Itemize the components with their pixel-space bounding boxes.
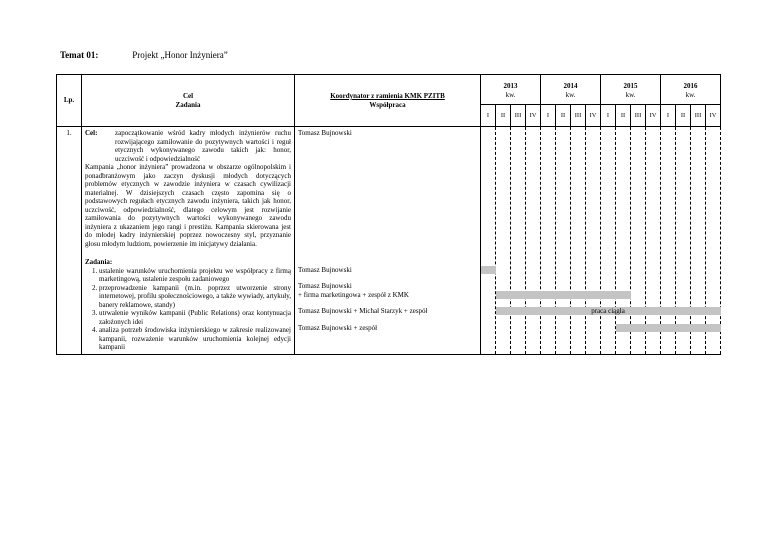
goal-statement (85, 129, 291, 163)
goal-text: zapoczątkowanie wśród kadry młodych inżynierów ruchu rozwijającego zamiłowanie do pozytywnych wartości i reguł etycznych wykonywanego zawodu takich jak: honor, uczciwość i odpowiedzialność (115, 129, 291, 163)
coordinator-task-3: Tomasz Bujnowski + Michał Starzyk + zespół (298, 307, 428, 315)
coordinator-header-line1: Koordynator z ramienia KMK PZITB (330, 92, 445, 100)
quarter-header: I (601, 105, 616, 127)
kw-label: kw. (565, 90, 576, 99)
timeline-cell (646, 127, 661, 355)
goal-header (82, 75, 295, 127)
timeline-cell (616, 127, 631, 355)
timeline-cell (526, 127, 541, 355)
gantt-bar (496, 291, 631, 299)
quarter-header: IV (586, 105, 601, 127)
goal-header-line1: Cel (182, 92, 194, 100)
timeline-cell (676, 127, 691, 355)
coordinator-header-line2: Współpraca (369, 100, 406, 109)
goal-header-line2: Zadania (175, 100, 201, 109)
timeline-cell (541, 127, 556, 355)
timeline-cell (511, 127, 526, 355)
gantt-bar-label: praca ciągła (591, 307, 625, 315)
quarter-header: IV (526, 105, 541, 127)
quarter-header: II (616, 105, 631, 127)
lp-header: Lp. (57, 75, 82, 127)
tasks-heading: Zadania: (85, 258, 113, 266)
kw-label: kw. (625, 90, 636, 99)
topic-title: Projekt „Honor Inżyniera” (132, 50, 228, 60)
year-2015-header (601, 75, 661, 105)
year-2014-header (541, 75, 601, 105)
gantt-bar (616, 324, 721, 332)
quarter-header: I (541, 105, 556, 127)
timeline-cell (601, 127, 616, 355)
tasks-list (85, 267, 291, 352)
topic-line (60, 50, 228, 60)
task-item: 1. ustalenie warunków uruchomienia projektu we współpracy z firmą marketingową, ustalenie zespołu zadaniowego (99, 267, 291, 284)
gantt-bar (481, 266, 496, 274)
task-item: 2. przeprowadzenie kampanii (m.in. poprzez utworzenie strony internetowej, profilu społecznościowego, a także wywiady, artykuły, banery reklamowe, standy) (99, 284, 291, 310)
quarter-header: IV (706, 105, 721, 127)
timeline-cell (556, 127, 571, 355)
quarter-header: IV (646, 105, 661, 127)
coordinator-cell (295, 127, 481, 355)
quarter-header: II (556, 105, 571, 127)
year-label: 2016 (683, 82, 698, 90)
quarter-header: II (496, 105, 511, 127)
year-2016-header (661, 75, 721, 105)
coordinator-main: Tomasz Bujnowski (298, 129, 352, 137)
timeline-cell (691, 127, 706, 355)
kw-label: kw. (685, 90, 696, 99)
quarter-header: II (676, 105, 691, 127)
coordinator-task-2: Tomasz Bujnowski (298, 282, 352, 290)
year-label: 2013 (503, 82, 518, 90)
timeline-cell (706, 127, 721, 355)
quarter-header: III (571, 105, 586, 127)
timeline-cell (481, 127, 496, 355)
quarter-header: I (481, 105, 496, 127)
timeline-cell (571, 127, 586, 355)
year-label: 2015 (623, 82, 638, 90)
quarter-header: III (511, 105, 526, 127)
task-item: 3. utrwalenie wyników kampanii (Public Relations) oraz kontynuacja założonych idei (99, 309, 291, 326)
goal-description: Kampania „honor inżyniera” prowadzona w obszarze ogólnopolskim i ponadbranżowym jako zaczyn dyskusji młodych dotyczących problemów etycznych w zawodzie inżyniera w czasach cywilizacji materialnej. W dzisiejszych czasach często zapomina się o podstawowych regułach etycznych zawodu inżyniera, takich jak honor, uczciwość, odpowiedzialność, dlatego celowym jest rozwijanie zamiłowania do pozytywnych wartości wykonywanego zawodu inżyniera z ukazaniem jego rangi i prestiżu. Kampania skierowana jest do młodej kadry inżynierskiej poprzez nowoczesny styl, przyznanie głosu młodym ludziom, powierzenie im inicjatywy działania. (85, 163, 291, 248)
timeline-cell (496, 127, 511, 355)
row-number: 1. (57, 127, 82, 355)
quarter-header: I (661, 105, 676, 127)
timeline-cell (661, 127, 676, 355)
coordinator-task-4: Tomasz Bujnowski + zespół (298, 323, 378, 332)
topic-label: Temat 01: (60, 50, 99, 60)
coordinator-task-1: Tomasz Bujnowski (298, 265, 352, 274)
goal-label: Cel: (85, 129, 98, 137)
coordinator-task-2-extra: + firma marketingowa + zespół z KMK (298, 290, 409, 299)
coordinator-header (295, 75, 481, 127)
timeline-cell (631, 127, 646, 355)
kw-label: kw. (505, 90, 516, 99)
timeline-cell (586, 127, 601, 355)
task-row-1 (57, 127, 721, 355)
quarter-header: III (691, 105, 706, 127)
gantt-bar (496, 307, 721, 315)
goal-cell (82, 127, 295, 355)
quarter-header: III (631, 105, 646, 127)
year-label: 2014 (563, 82, 578, 90)
task-item: 4. analiza potrzeb środowiska inżynierskiego w zakresie realizowanej kampanii, rozważenie warunków uruchomienia kolejnej edycji kampanii (99, 326, 291, 352)
year-2013-header (481, 75, 541, 105)
